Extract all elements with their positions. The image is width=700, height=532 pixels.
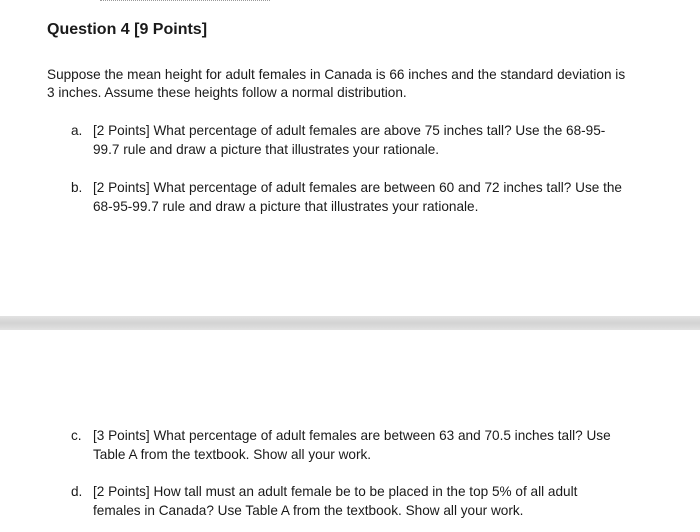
intro-line-2: 3 inches. Assume these heights follow a normal distribution. — [47, 85, 407, 100]
part-c — [71, 426, 653, 464]
part-a-line-1: [2 Points] What percentage of adult females are above 75 inches tall? Use the 68-95- — [93, 123, 606, 138]
top-cut-marks — [100, 0, 270, 4]
intro-line-1: Suppose the mean height for adult females in Canada is 66 inches and the standard deviation is — [47, 67, 626, 82]
question-heading: Question 4 [9 Points] — [47, 21, 208, 38]
part-a-letter: a. — [71, 123, 83, 138]
part-b-line-1: [2 Points] What percentage of adult females are between 60 and 72 inches tall? Use the — [93, 180, 622, 195]
part-b-line-2: 68-95-99.7 rule and draw a picture that illustrates your rationale. — [93, 199, 479, 214]
page-separator — [0, 316, 700, 330]
part-c-letter: c. — [71, 428, 82, 443]
part-b-letter: b. — [71, 180, 83, 195]
part-c-line-2: Table A from the textbook. Show all your work. — [93, 447, 372, 462]
part-b — [71, 178, 653, 216]
part-d — [71, 482, 653, 520]
question-intro — [47, 66, 657, 102]
part-d-letter: d. — [71, 484, 83, 499]
part-d-line-1: [2 Points] How tall must an adult female be to be placed in the top 5% of all adult — [93, 484, 578, 499]
part-d-line-2: females in Canada? Use Table A from the textbook. Show all your work. — [93, 503, 524, 518]
part-a-line-2: 99.7 rule and draw a picture that illustrates your rationale. — [93, 142, 440, 157]
part-c-line-1: [3 Points] What percentage of adult females are between 63 and 70.5 inches tall? Use — [93, 428, 611, 443]
part-a — [71, 121, 653, 159]
